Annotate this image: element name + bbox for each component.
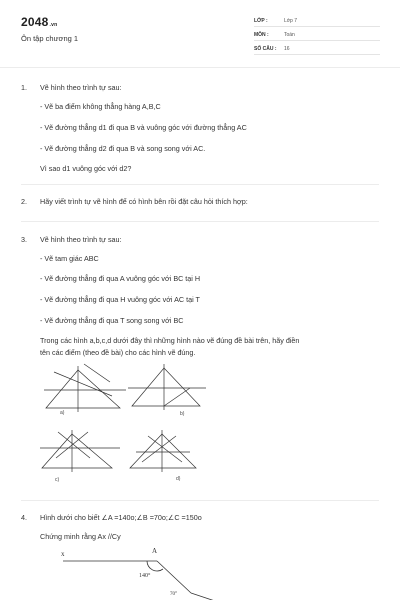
question-4-prove: Chứng minh rằng Ax //Cy — [40, 532, 121, 541]
triangle-edge — [46, 370, 120, 408]
question-3-item: - Vẽ đường thẳng đi qua H vuông góc với AC tại T — [40, 295, 200, 304]
angle-label: 140° — [139, 573, 151, 579]
figure-label: a) — [60, 410, 65, 416]
divider — [21, 500, 379, 501]
perpendicular-line — [164, 388, 190, 406]
perpendicular-line — [54, 372, 112, 396]
figure-label: d) — [176, 476, 181, 482]
page-title: Ôn tập chương 1 — [21, 34, 79, 43]
question-3-item: - Vẽ đường thẳng đi qua T song song với BC — [40, 316, 184, 325]
meta-value: 16 — [284, 46, 290, 52]
segment-ab — [157, 561, 191, 593]
meta-value: Lớp 7 — [284, 18, 298, 24]
meta-row-count — [254, 42, 380, 55]
question-3-item: - Vẽ tam giác ABC — [40, 254, 99, 263]
figure-label: b) — [180, 411, 185, 417]
question-4-text: Hình dưới cho biết ∠A =140o;∠B =70o;∠C =150o — [40, 513, 202, 522]
question-3-item: - Vẽ đường thẳng đi qua A vuông góc với BC tại H — [40, 274, 201, 283]
figure-b — [128, 364, 208, 416]
triangle-edge — [42, 434, 112, 468]
figure-c — [38, 428, 122, 478]
question-3-text: Vẽ hình theo trình tự sau: — [40, 235, 122, 244]
site-logo[interactable]: 2048.vn — [21, 15, 58, 29]
meta-row-subject — [254, 28, 380, 41]
figure-label: c) — [55, 477, 60, 483]
angle-label: 70° — [170, 592, 177, 597]
question-3-question: tên các điểm (theo đề bài) cho các hình vẽ đúng. — [40, 348, 196, 357]
question-1-item: - Vẽ đường thẳng d1 đi qua B và vuông góc với đường thẳng AC — [40, 123, 247, 132]
label-x: x — [61, 550, 65, 558]
question-1-question: Vì sao d1 vuông góc với d2? — [40, 164, 132, 173]
angle-arc — [147, 561, 163, 571]
question-1-item: - Vẽ đường thẳng d2 đi qua B và song song với AC. — [40, 144, 206, 153]
divider — [21, 184, 379, 185]
question-number: 3. — [21, 235, 27, 244]
header-divider — [0, 67, 400, 68]
meta-label: SỐ CÂU : — [254, 46, 277, 52]
question-number: 1. — [21, 83, 27, 92]
question-3-question: Trong các hình a,b,c,d dưới đây thì những hình nào vẽ đúng đề bài trên, hãy điền — [40, 336, 300, 345]
figure-d — [126, 430, 202, 478]
question-2-text: Hãy viết trình tự vẽ hình để có hình bên rồi đặt câu hỏi thích hợp: — [40, 197, 248, 206]
meta-label: MÔN : — [254, 32, 269, 38]
segment-bc — [191, 593, 215, 600]
triangle-edge — [132, 368, 200, 406]
meta-value: Toán — [284, 32, 295, 38]
label-a: A — [152, 547, 158, 555]
figure-a — [40, 362, 130, 420]
header — [0, 0, 400, 68]
question-1-text: Vẽ hình theo trình tự sau: — [40, 83, 122, 92]
question-number: 4. — [21, 513, 27, 522]
question-number: 2. — [21, 197, 27, 206]
question-1-item: - Vẽ ba điểm không thẳng hàng A,B,C — [40, 102, 161, 111]
meta-label: LỚP : — [254, 18, 268, 24]
meta-row-class — [254, 14, 380, 27]
triangle-edge — [130, 434, 196, 468]
divider — [21, 221, 379, 222]
perpendicular-line — [142, 436, 176, 462]
